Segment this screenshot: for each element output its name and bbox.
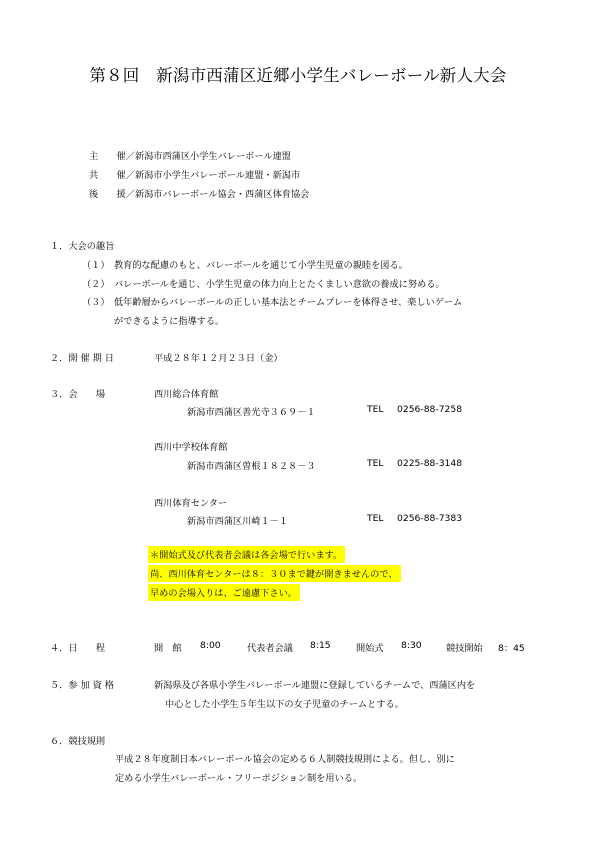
venue-2-name: 西川中学校体育館 [154,442,228,453]
eligibility-line-2: 中心とした小学生５年生以下の女子児童のチームとする。 [165,699,404,710]
venue-2-tel-label: TEL [367,458,384,469]
venue-3-name: 西川体育センター [154,498,228,509]
sponsor-text: 新潟市西蒲区小学生バレーボール連盟 [134,151,291,162]
section-1-heading: １．大会の趣旨 [50,241,115,252]
venue-note-1: ＊開始式及び代表者会議は各会場で行います。 [148,546,345,563]
schedule-meeting-time: 8:15 [310,640,331,651]
venue-1-tel-label: TEL [367,404,384,415]
section-6-heading: ６．競技規則 [50,736,106,747]
rules-line-2: 定める小学生バレーボール・フリーポジション制を用いる。 [115,773,363,784]
sponsor-label: 後 援／ [89,189,135,200]
schedule-start-time: 8：45 [498,643,525,654]
schedule-opening-time: 8:00 [200,640,221,651]
venue-2-tel: 0225-88-3148 [397,458,463,469]
sponsor-text: 新潟市バレーボール協会・西蒲区体育協会 [134,189,310,200]
venue-note-2: 尚、西川体育センターは８：３０まで鍵が開きませんので、 [148,565,401,582]
venue-1-tel: 0256-88-7258 [397,404,463,415]
venue-1-address: 新潟市西蒲区善光寺３６９－１ [187,407,316,418]
venue-3-tel-label: TEL [367,513,384,524]
s1-item-2-text: バレーボールを通じ、小学生児童の体力向上とたくましい意欲の養成に努める。 [114,279,445,290]
venue-1-name: 西川総合体育館 [154,389,219,400]
venue-3-address: 新潟市西蒲区川崎１－１ [187,516,289,527]
section-2-heading: ２．開 催 期 日 [50,353,114,364]
sponsor-organizer [89,148,291,162]
s1-item-3-cont: ができるように指導する。 [114,316,225,327]
sponsor-text: 新潟市小学生バレーボール連盟・新潟市 [134,170,301,181]
s1-item-2-num: （２） [82,279,110,290]
schedule-ceremony-time: 8:30 [401,640,422,651]
venue-3-tel: 0256-88-7383 [397,513,463,524]
rules-line-1: 平成２８年度制日本バレーボール協会の定める６人制競技規則による。但し、別に [115,754,455,765]
event-date: 平成２８年１２月２３日（金） [154,353,283,364]
sponsor-label: 主 催／ [89,151,135,162]
sponsor-label: 共 催／ [89,170,135,181]
page-title: 第８回 新潟市西蒲区近郷小学生バレーボール新人大会 [89,66,507,85]
schedule-start-label: 競技開始 [446,643,483,654]
venue-2-address: 新潟市西蒲区曽根１８２８－３ [187,461,316,472]
schedule-meeting-label: 代表者会議 [247,643,293,654]
section-3-heading: ３．会 場 [50,389,106,400]
schedule-opening-label: 開 館 [154,643,182,654]
sponsor-cohost [89,167,300,181]
section-4-heading: ４．日 程 [50,643,106,654]
schedule-ceremony-label: 開始式 [356,643,384,654]
s1-item-1-num: （１） [82,260,110,271]
s1-item-3-num: （３） [82,297,110,308]
s1-item-1-text: 教育的な配慮のもと、バレーボールを通じて小学生児童の親睦を図る。 [114,260,408,271]
eligibility-line-1: 新潟県及び各県小学生バレーボール連盟に登録しているチームで、西蒲区内を [154,680,476,691]
venue-note-3: 早めの会場入りは、ご遠慮下さい。 [148,584,300,601]
s1-item-3-text: 低年齢層からバレーボールの正しい基本法とチームプレーを体得させ、楽しいゲーム [114,297,463,308]
section-5-heading: ５．参 加 資 格 [50,680,114,691]
sponsor-support [89,186,309,200]
